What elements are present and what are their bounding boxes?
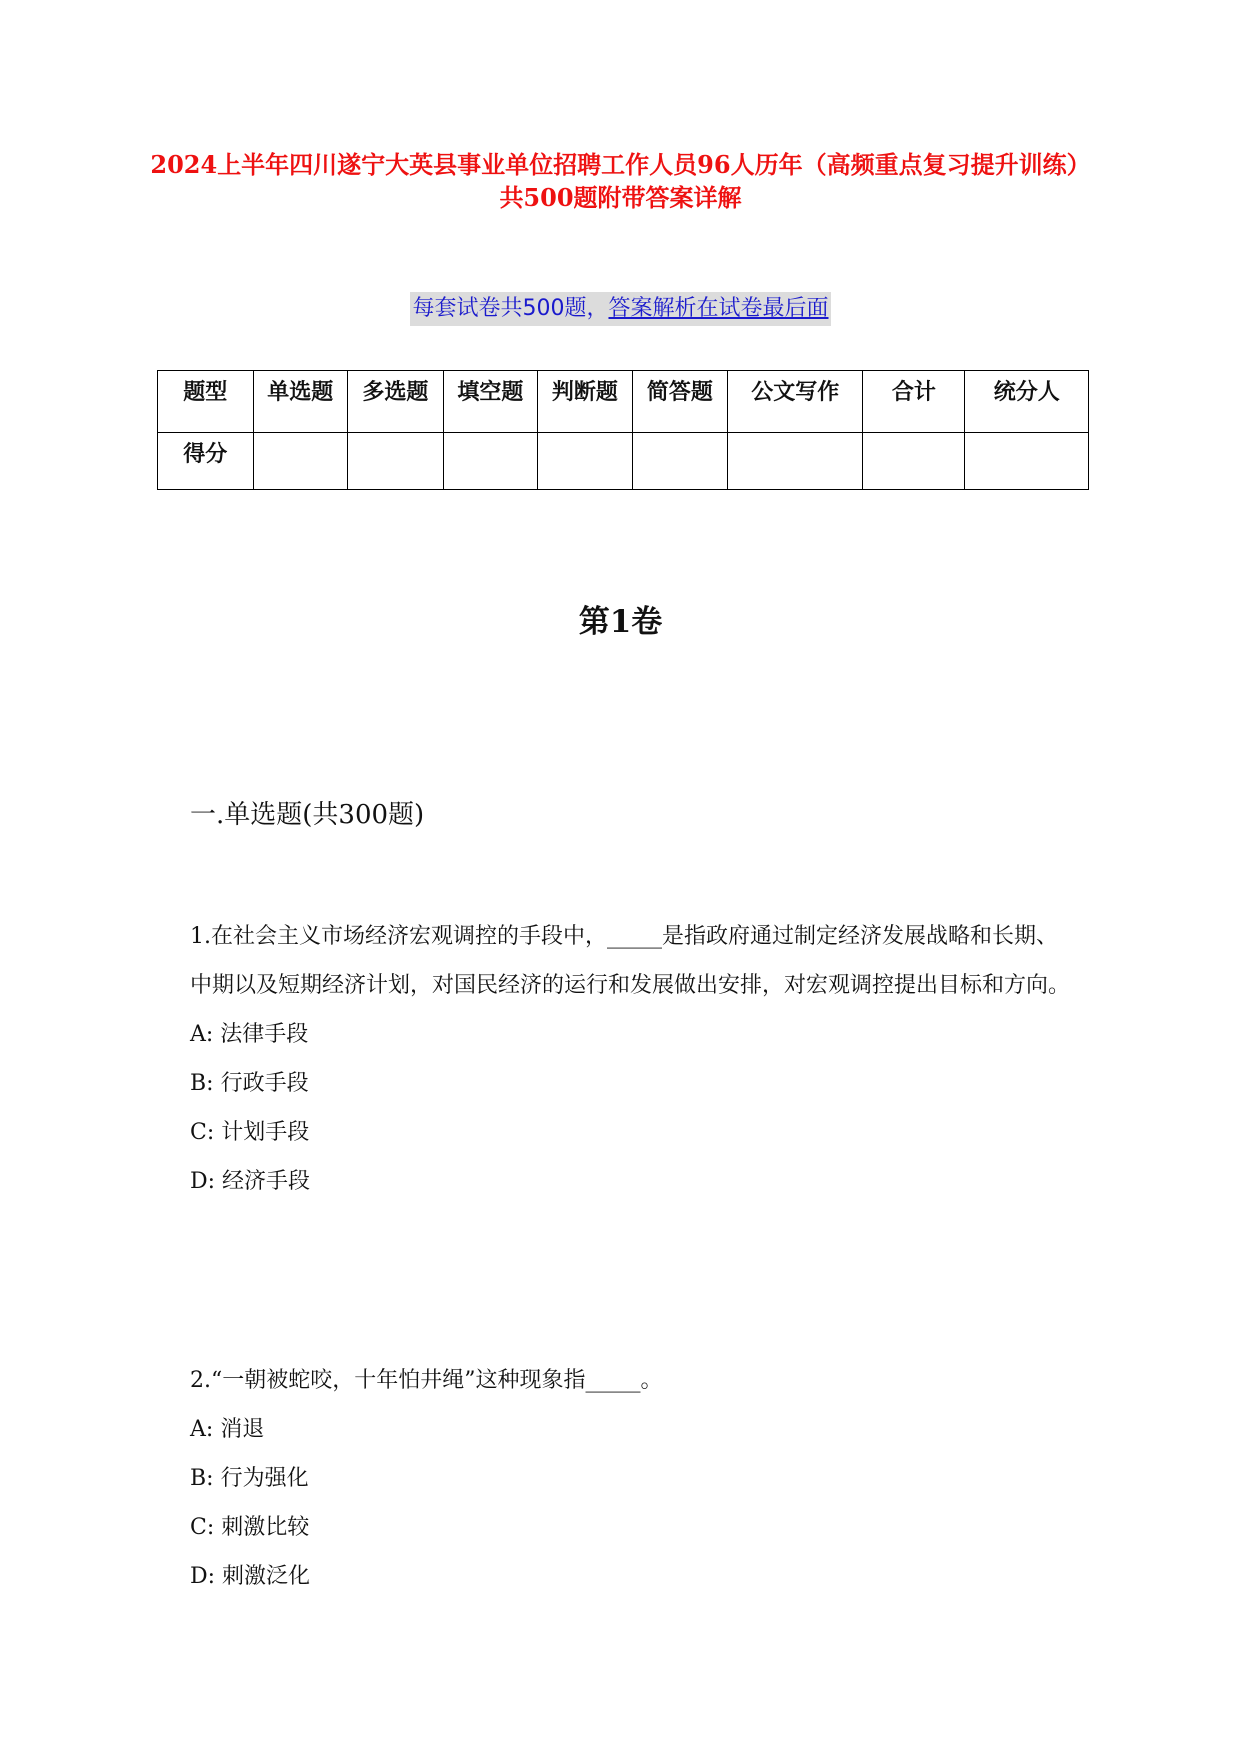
question-option: D: 刺激泛化 — [190, 1564, 311, 1589]
question-option: A: 消退 — [190, 1417, 265, 1442]
score-cell — [863, 433, 965, 490]
header-cell: 合计 — [863, 371, 965, 433]
score-cell — [965, 433, 1089, 490]
question-stem: 1.在社会主义市场经济宏观调控的手段中，_____是指政府通过制定经济发展战略和长期、中期以及短期经济计划，对国民经济的运行和发展做出安排，对宏观调控提出目标和方向。 — [190, 924, 1071, 998]
question-option: D: 经济手段 — [190, 1169, 311, 1194]
question-option: C: 计划手段 — [190, 1120, 310, 1145]
question-option: C: 刺激比较 — [190, 1515, 310, 1540]
header-cell: 公文写作 — [728, 371, 863, 433]
subtitle-answer-note: 答案解析在试卷最后面 — [608, 296, 829, 321]
question-option: B: 行为强化 — [190, 1466, 309, 1491]
subtitle-row — [0, 292, 1241, 326]
document-title: 2024上半年四川遂宁大英县事业单位招聘工作人员96人历年（高频重点复习提升训练）共500题附带答案详解 — [150, 150, 1091, 212]
volume-title: 第1卷 — [578, 604, 663, 640]
header-cell: 填空题 — [443, 371, 537, 433]
question-option: A: 法律手段 — [190, 1022, 309, 1047]
score-cell — [443, 433, 537, 490]
question-option: B: 行政手段 — [190, 1071, 309, 1096]
header-cell: 统分人 — [965, 371, 1089, 433]
header-cell: 单选题 — [253, 371, 347, 433]
score-cell — [632, 433, 728, 490]
header-cell: 多选题 — [348, 371, 444, 433]
question-2 — [190, 1356, 1070, 1601]
score-cell — [253, 433, 347, 490]
score-cell — [538, 433, 632, 490]
question-1 — [190, 912, 1070, 1206]
subtitle-banner — [410, 292, 830, 326]
section-title: 一.单选题(共300题) — [190, 800, 425, 830]
question-stem: 2.“一朝被蛇咬，十年怕井绳”这种现象指_____。 — [190, 1368, 663, 1393]
score-row-label: 得分 — [158, 433, 254, 490]
header-cell: 判断题 — [538, 371, 632, 433]
score-cell — [348, 433, 444, 490]
score-table-score-row — [158, 433, 1089, 490]
header-cell: 题型 — [158, 371, 254, 433]
header-cell: 简答题 — [632, 371, 728, 433]
score-table-header-row — [158, 371, 1089, 433]
score-table — [157, 370, 1089, 490]
subtitle-text: 每套试卷共500题， — [412, 296, 609, 321]
score-cell — [728, 433, 863, 490]
